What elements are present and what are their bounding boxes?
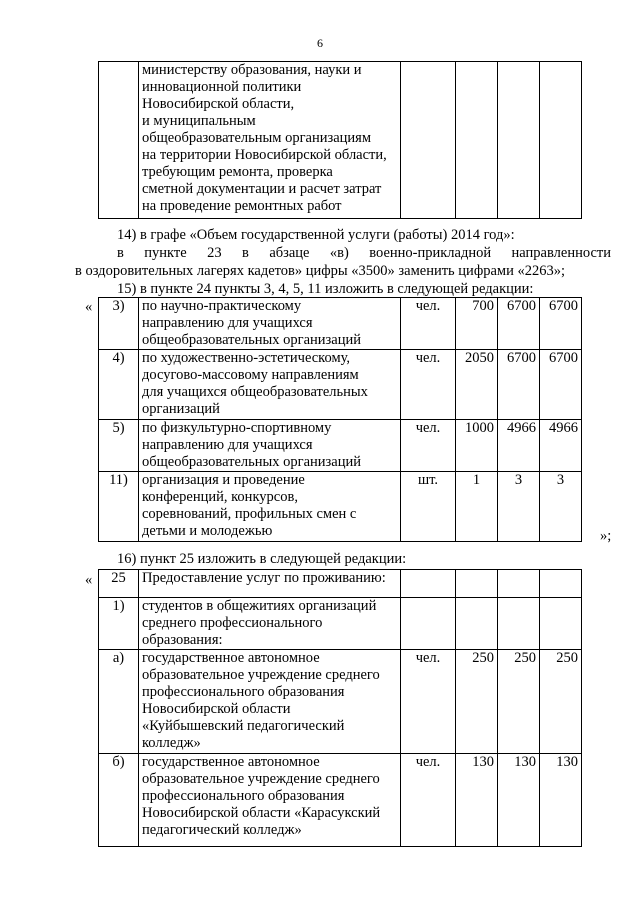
text-line: государственное автономное	[142, 650, 320, 666]
text-line: общеобразовательным организациям	[142, 130, 372, 146]
row-number: 25	[99, 570, 139, 598]
text-line: организаций	[142, 401, 220, 417]
row-value: 700	[456, 298, 498, 350]
text-line: и муниципальным	[142, 113, 256, 129]
row-text	[139, 420, 401, 472]
row-value: 250	[456, 650, 498, 754]
text-line: Новосибирской области	[142, 701, 291, 717]
text-line: образования:	[142, 632, 223, 648]
word: пункте	[144, 245, 187, 261]
word: в	[117, 245, 124, 261]
row-unit: чел.	[401, 754, 456, 847]
text-line: профессионального образования	[142, 788, 345, 804]
text-line: «Куйбышевский педагогический	[142, 718, 345, 734]
text-line: колледж»	[142, 735, 201, 751]
word: «в)	[329, 245, 349, 261]
row-number: 4)	[99, 350, 139, 420]
row-unit: чел.	[401, 298, 456, 350]
paragraph-15: 15) в пункте 24 пункты 3, 4, 5, 11 изложить в следующей редакции:	[117, 281, 534, 297]
text-line: досугово-массовому направлениям	[142, 367, 359, 383]
text-line: профессионального образования	[142, 684, 345, 700]
row-value	[456, 570, 498, 598]
table-row	[99, 598, 582, 650]
text-line: соревнований, профильных смен с	[142, 506, 357, 522]
row-text	[139, 598, 401, 650]
row-value	[498, 598, 540, 650]
word: военно-прикладной	[369, 245, 492, 261]
row-value: 1000	[456, 420, 498, 472]
row-unit: чел.	[401, 420, 456, 472]
row-text	[139, 298, 401, 350]
text-line: на территории Новосибирской области,	[142, 147, 387, 163]
table-cell-unit	[401, 62, 456, 219]
row-unit: чел.	[401, 650, 456, 754]
row-text	[139, 754, 401, 847]
text-line: по научно-практическому	[142, 298, 302, 314]
row-number: а)	[99, 650, 139, 754]
row-value: 4966	[498, 420, 540, 472]
table-cell-text	[139, 62, 401, 219]
row-value: 250	[498, 650, 540, 754]
row-number: 5)	[99, 420, 139, 472]
row-value	[540, 570, 582, 598]
table-cell-num	[99, 62, 139, 219]
text-line: образовательное учреждение среднего	[142, 771, 380, 787]
text-line: требующим ремонта, проверка	[142, 164, 333, 180]
text-line: направлению для учащихся	[142, 315, 313, 331]
row-value: 6700	[540, 350, 582, 420]
table-15	[98, 297, 582, 542]
quote-close: »;	[600, 528, 612, 544]
row-value: 3	[498, 472, 540, 542]
text-line: конференций, конкурсов,	[142, 489, 298, 505]
table-row	[99, 570, 582, 598]
row-value	[498, 570, 540, 598]
text-line: Новосибирской области,	[142, 96, 295, 112]
text-line: общеобразовательных организаций	[142, 332, 361, 348]
text-line: организация и проведение	[142, 472, 305, 488]
row-value: 130	[456, 754, 498, 847]
text-line: среднего профессионального	[142, 615, 323, 631]
text-line: по художественно-эстетическому,	[142, 350, 351, 366]
text-line: государственное автономное	[142, 754, 320, 770]
word: абзаце	[269, 245, 310, 261]
page-number: 6	[317, 36, 323, 50]
row-unit	[401, 570, 456, 598]
text-line: инновационной политики	[142, 79, 302, 95]
text-line: министерству образования, науки и	[142, 62, 362, 78]
table-row	[99, 420, 582, 472]
row-value: 250	[540, 650, 582, 754]
row-value: 3	[540, 472, 582, 542]
text-line: направлению для учащихся	[142, 437, 313, 453]
word: 23	[207, 245, 222, 261]
row-text	[139, 570, 401, 598]
text-line: студентов в общежитиях организаций	[142, 598, 377, 614]
quote-open: «	[85, 572, 93, 588]
text-line: общеобразовательных организаций	[142, 454, 361, 470]
table-cell-value	[498, 62, 540, 219]
table-row	[99, 350, 582, 420]
text-line: Предоставление услуг по проживанию:	[142, 570, 386, 586]
top-table	[98, 61, 582, 219]
word: в	[242, 245, 249, 261]
row-value: 130	[498, 754, 540, 847]
word: направленности	[511, 245, 611, 261]
row-text	[139, 472, 401, 542]
row-value	[456, 598, 498, 650]
table-row	[99, 650, 582, 754]
text-line: для учащихся общеобразовательных	[142, 384, 368, 400]
row-value: 6700	[540, 298, 582, 350]
table-cell-value	[456, 62, 498, 219]
row-value	[540, 598, 582, 650]
text-line: сметной документации и расчет затрат	[142, 181, 382, 197]
text-line: Новосибирской области «Карасукский	[142, 805, 381, 821]
row-text	[139, 350, 401, 420]
row-value: 6700	[498, 298, 540, 350]
quote-open: «	[85, 299, 93, 315]
row-unit: шт.	[401, 472, 456, 542]
text-line: педагогический колледж»	[142, 822, 302, 838]
paragraph-14-line2	[117, 245, 611, 262]
row-value: 1	[456, 472, 498, 542]
row-text	[139, 650, 401, 754]
text-line: детьми и молодежью	[142, 523, 273, 539]
row-value: 4966	[540, 420, 582, 472]
table-row	[99, 754, 582, 847]
table-cell-value	[540, 62, 582, 219]
text-line: на проведение ремонтных работ	[142, 198, 342, 214]
text-line: образовательное учреждение среднего	[142, 667, 380, 683]
row-number: 3)	[99, 298, 139, 350]
row-value: 130	[540, 754, 582, 847]
paragraph-14-line3: в оздоровительных лагерях кадетов» цифры «3500» заменить цифрами «2263»;	[75, 263, 565, 279]
table-row	[99, 472, 582, 542]
row-number: б)	[99, 754, 139, 847]
row-number: 1)	[99, 598, 139, 650]
row-unit	[401, 598, 456, 650]
row-value: 6700	[498, 350, 540, 420]
row-number: 11)	[99, 472, 139, 542]
row-value: 2050	[456, 350, 498, 420]
table-row	[99, 298, 582, 350]
row-unit: чел.	[401, 350, 456, 420]
paragraph-16: 16) пункт 25 изложить в следующей редакции:	[117, 551, 407, 567]
paragraph-14-line1: 14) в графе «Объем государственной услуги (работы) 2014 год»:	[117, 227, 515, 243]
text-line: по физкультурно-спортивному	[142, 420, 332, 436]
table-16	[98, 569, 582, 847]
